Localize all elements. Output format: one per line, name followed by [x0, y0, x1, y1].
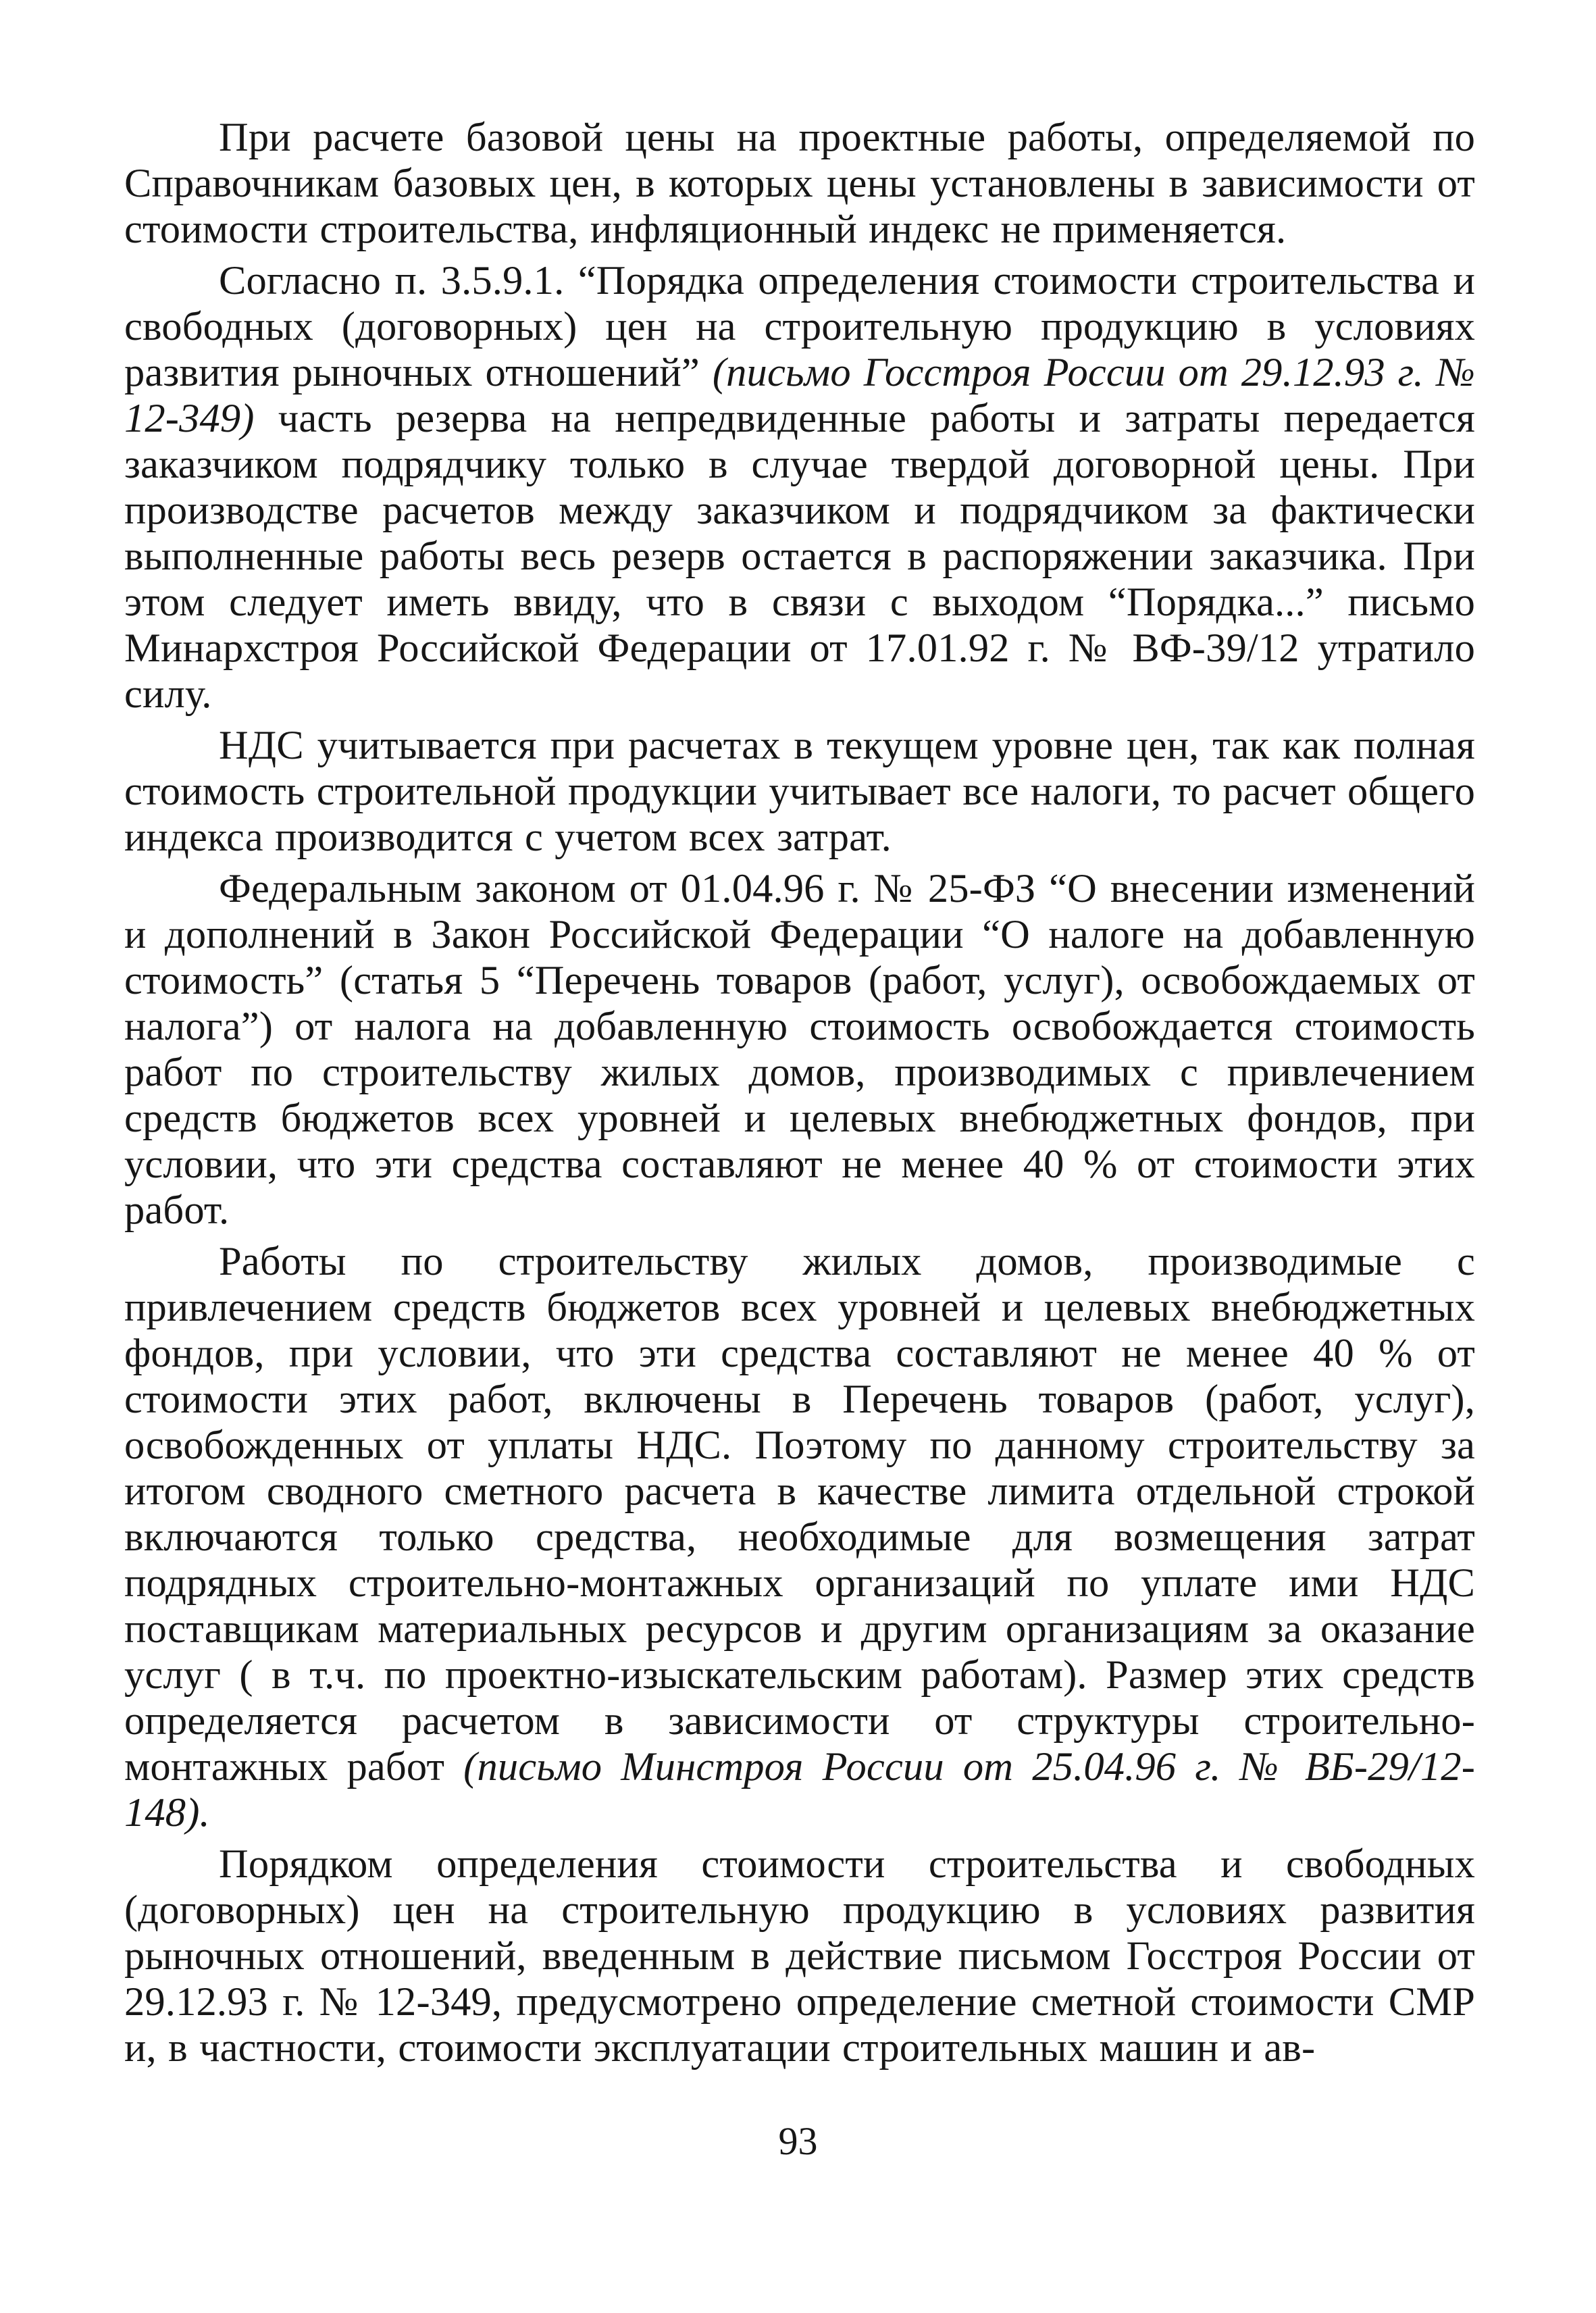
- paragraph-3: [124, 723, 1475, 861]
- page-number: 93: [778, 2119, 818, 2163]
- paragraph-4-text: Федеральным законом от 01.04.96 г. № 25-ФЗ “О внесении изменений и дополнений в Закон Российской Федерации “О налоге на добавленную стоимость” (статья 5 “Перечень товаров (работ, услуг), освобождаемых от налога”) от налога на добавленную стоимость освобождается стоимость работ по строительству жилых домов, производимых с привлечением средств бюджетов всех уровней и целевых внебюджетных фондов, при условии, что эти средства составляют не менее 40 % от стоимости этих работ.: [124, 866, 1475, 1233]
- paragraph-2-text-b: часть резерва на непредвиденные работы и затраты передается заказчиком подрядчику только в случае твердой договорной цены. При производстве расчетов между заказчиком и подрядчиком за фактически выполненные работы весь резерв остается в распоряжении заказчика. При этом следует иметь ввиду, что в связи с выходом “Порядка...” письмо Минархстроя Российской Федерации от 17.01.92 г. № ВФ-39/12 утратило силу.: [124, 396, 1475, 717]
- paragraph-2-text-a: Согласно п. 3.5.9.1. “Порядка определения стоимости строительства и свободных (договорных) цен на строительную продукцию в условиях развития рыночных отношений”: [124, 258, 1475, 395]
- paragraph-3-text: НДС учитывается при расчетах в текущем уровне цен, так как полная стоимость строительной продукции учитывает все налоги, то расчет общего индекса производится с учетом всех затрат.: [124, 723, 1475, 860]
- paragraph-6: [124, 1841, 1475, 2071]
- paragraph-1: [124, 115, 1475, 253]
- paragraph-1-text: При расчете базовой цены на проектные работы, определяемой по Справочникам базовых цен, в которых цены установлены в зависимости от стоимости строительства, инфляционный индекс не применяется.: [124, 115, 1475, 252]
- paragraph-5-text: Работы по строительству жилых домов, производимые с привлечением средств бюджетов всех уровней и целевых внебюджетных фондов, при условии, что эти средства составляют не менее 40 % от стоимости этих работ, включены в Перечень товаров (работ, услуг), освобожденных от уплаты НДС. Поэтому по данному строительству за итогом сводного сметного расчета в качестве лимита отдельной строкой включаются только средства, необходимые для возмещения затрат подрядных строительно-монтажных организаций по уплате ими НДС поставщикам материальных ресурсов и другим организациям за оказание услуг ( в т.ч. по проектно-изыскательским работам). Размер этих средств определяется расчетом в зависимости от структуры строительно-монтажных работ: [124, 1239, 1475, 1789]
- paragraph-6-text: Порядком определения стоимости строительства и свободных (договорных) цен на строительную продукцию в условиях развития рыночных отношений, введенным в действие письмом Госстроя России от 29.12.93 г. № 12-349, предусмотрено определение сметной стоимости СМР и, в частности, стоимости эксплуатации строительных машин и ав-: [124, 1841, 1475, 2070]
- paragraph-4: [124, 866, 1475, 1234]
- paragraph-5-reference: (письмо Минстроя России от 25.04.96 г. № ВБ-29/12-148).: [124, 1744, 1475, 1835]
- paragraph-2: [124, 258, 1475, 717]
- document-page: [124, 115, 1475, 2071]
- paragraph-5: [124, 1239, 1475, 1836]
- paragraph-2-reference: (письмо Госстроя России от 29.12.93 г. № 12-349): [124, 350, 1475, 441]
